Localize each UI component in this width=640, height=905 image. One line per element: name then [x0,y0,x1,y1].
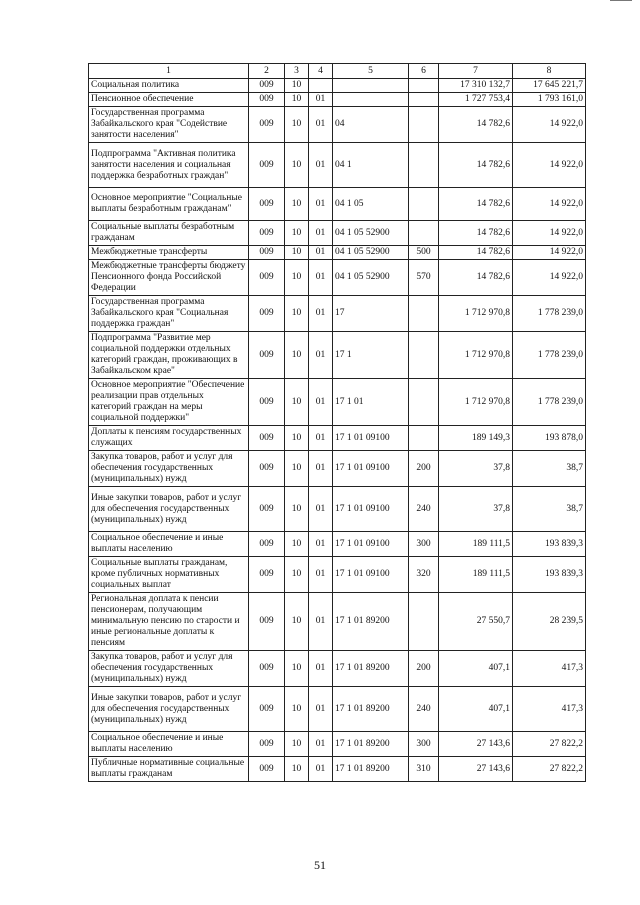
row-subsection-code: 01 [309,93,333,107]
row-name: Региональная доплата к пенсии пенсионерам, получающим минимальную пенсию по старости и иные региональные доплаты к пенсиям [89,593,249,651]
table-row [89,260,586,296]
table-row [89,332,586,379]
row-value-col7: 27 143,6 [439,757,513,782]
row-target-code: 17 [333,296,409,332]
row-section-code: 10 [285,246,309,260]
row-admin-code: 009 [249,246,285,260]
budget-table [88,63,586,782]
row-admin-code: 009 [249,188,285,221]
row-section-code: 10 [285,221,309,246]
row-expense-type [409,296,439,332]
row-section-code: 10 [285,451,309,487]
row-value-col7: 14 782,6 [439,246,513,260]
row-expense-type [409,332,439,379]
row-target-code: 17 1 01 [333,379,409,426]
row-subsection-code: 01 [309,757,333,782]
row-name: Иные закупки товаров, работ и услуг для обеспечения государственных (муниципальных) нужд [89,487,249,532]
row-name: Подпрограмма "Развитие мер социальной поддержки отдельных категорий граждан, проживающих в Забайкальском крае" [89,332,249,379]
row-value-col7: 407,1 [439,651,513,687]
row-expense-type: 240 [409,687,439,732]
row-subsection-code: 01 [309,188,333,221]
row-value-col7: 14 782,6 [439,143,513,188]
row-subsection-code: 01 [309,651,333,687]
row-admin-code: 009 [249,532,285,557]
row-target-code: 17 1 01 09100 [333,451,409,487]
row-name: Социальные выплаты безработным гражданам [89,221,249,246]
row-value-col8: 417,3 [513,651,586,687]
row-target-code: 17 1 [333,332,409,379]
row-name: Межбюджетные трансферты бюджету Пенсионного фонда Российской Федерации [89,260,249,296]
row-section-code: 10 [285,296,309,332]
row-value-col8: 14 922,0 [513,260,586,296]
row-value-col8: 14 922,0 [513,188,586,221]
row-value-col8: 193 878,0 [513,426,586,451]
row-expense-type [409,593,439,651]
row-subsection-code: 01 [309,221,333,246]
row-subsection-code [309,79,333,93]
row-value-col8: 27 822,2 [513,757,586,782]
row-section-code: 10 [285,687,309,732]
row-target-code: 17 1 01 89200 [333,757,409,782]
row-subsection-code: 01 [309,143,333,188]
table-row [89,451,586,487]
row-subsection-code: 01 [309,687,333,732]
row-subsection-code: 01 [309,732,333,757]
table-row [89,93,586,107]
row-value-col8: 17 645 221,7 [513,79,586,93]
row-target-code [333,93,409,107]
row-admin-code: 009 [249,757,285,782]
row-name: Публичные нормативные социальные выплаты гражданам [89,757,249,782]
row-admin-code: 009 [249,487,285,532]
row-name: Социальное обеспечение и иные выплаты населению [89,532,249,557]
row-target-code: 17 1 01 09100 [333,487,409,532]
row-subsection-code: 01 [309,296,333,332]
row-value-col7: 17 310 132,7 [439,79,513,93]
table-row [89,246,586,260]
row-value-col8: 193 839,3 [513,557,586,593]
table-row [89,79,586,93]
header-col-1: 1 [89,64,249,79]
table-row [89,687,586,732]
row-subsection-code: 01 [309,426,333,451]
row-value-col8: 14 922,0 [513,221,586,246]
row-value-col8: 193 839,3 [513,532,586,557]
row-value-col8: 417,3 [513,687,586,732]
row-target-code: 04 1 05 52900 [333,246,409,260]
row-subsection-code: 01 [309,332,333,379]
row-admin-code: 009 [249,651,285,687]
row-expense-type [409,107,439,143]
row-section-code: 10 [285,757,309,782]
row-value-col7: 1 712 970,8 [439,296,513,332]
row-value-col8: 14 922,0 [513,246,586,260]
row-section-code: 10 [285,379,309,426]
row-name: Закупка товаров, работ и услуг для обеспечения государственных (муниципальных) нужд [89,451,249,487]
table-row [89,532,586,557]
header-col-5: 5 [333,64,409,79]
row-expense-type: 240 [409,487,439,532]
row-name: Подпрограмма "Активная политика занятости населения и социальная поддержка безработных граждан" [89,143,249,188]
row-expense-type: 500 [409,246,439,260]
row-value-col7: 27 550,7 [439,593,513,651]
row-target-code: 17 1 01 09100 [333,557,409,593]
row-name: Социальные выплаты гражданам, кроме публичных нормативных социальных выплат [89,557,249,593]
row-admin-code: 009 [249,332,285,379]
row-name: Основное мероприятие "Обеспечение реализации прав отдельных категорий граждан на меры социальной поддержки" [89,379,249,426]
row-expense-type [409,143,439,188]
scan-corner-mark [610,0,632,5]
row-admin-code: 009 [249,143,285,188]
header-col-7: 7 [439,64,513,79]
row-value-col7: 14 782,6 [439,221,513,246]
header-col-4: 4 [309,64,333,79]
row-target-code: 17 1 01 09100 [333,532,409,557]
row-section-code: 10 [285,557,309,593]
row-subsection-code: 01 [309,260,333,296]
row-value-col7: 37,8 [439,487,513,532]
row-admin-code: 009 [249,79,285,93]
row-admin-code: 009 [249,557,285,593]
row-expense-type: 320 [409,557,439,593]
header-col-8: 8 [513,64,586,79]
row-admin-code: 009 [249,221,285,246]
table-row [89,557,586,593]
row-section-code: 10 [285,487,309,532]
row-value-col7: 189 111,5 [439,557,513,593]
row-value-col7: 189 111,5 [439,532,513,557]
row-target-code: 17 1 01 89200 [333,687,409,732]
row-section-code: 10 [285,260,309,296]
table-row [89,757,586,782]
row-value-col7: 27 143,6 [439,732,513,757]
row-admin-code: 009 [249,593,285,651]
row-subsection-code: 01 [309,487,333,532]
row-target-code: 04 1 05 52900 [333,221,409,246]
row-value-col8: 28 239,5 [513,593,586,651]
row-section-code: 10 [285,93,309,107]
row-expense-type: 200 [409,651,439,687]
row-section-code: 10 [285,332,309,379]
row-value-col7: 189 149,3 [439,426,513,451]
row-section-code: 10 [285,107,309,143]
row-value-col8: 1 778 239,0 [513,296,586,332]
row-name: Социальная политика [89,79,249,93]
row-value-col7: 1 712 970,8 [439,379,513,426]
row-value-col8: 38,7 [513,487,586,532]
row-admin-code: 009 [249,296,285,332]
row-value-col8: 1 793 161,0 [513,93,586,107]
header-row [89,64,586,79]
row-name: Основное мероприятие "Социальные выплаты безработным гражданам" [89,188,249,221]
row-target-code: 17 1 01 89200 [333,651,409,687]
table-row [89,107,586,143]
row-name: Пенсионное обеспечение [89,93,249,107]
row-value-col7: 407,1 [439,687,513,732]
row-value-col7: 1 712 970,8 [439,332,513,379]
row-admin-code: 009 [249,426,285,451]
row-name: Государственная программа Забайкальского края "Содействие занятости населения" [89,107,249,143]
table-row [89,593,586,651]
table-row [89,732,586,757]
row-admin-code: 009 [249,260,285,296]
row-expense-type [409,188,439,221]
row-section-code: 10 [285,426,309,451]
row-target-code: 17 1 01 89200 [333,732,409,757]
row-target-code: 04 1 05 52900 [333,260,409,296]
row-value-col7: 14 782,6 [439,107,513,143]
row-admin-code: 009 [249,379,285,426]
row-subsection-code: 01 [309,557,333,593]
page-number: 51 [314,858,326,872]
row-name: Межбюджетные трансферты [89,246,249,260]
row-expense-type: 570 [409,260,439,296]
table-row [89,143,586,188]
row-name: Государственная программа Забайкальского края "Социальная поддержка граждан" [89,296,249,332]
row-target-code: 17 1 01 09100 [333,426,409,451]
row-expense-type [409,79,439,93]
row-subsection-code: 01 [309,246,333,260]
table-row [89,296,586,332]
row-target-code: 04 [333,107,409,143]
row-name: Доплаты к пенсиям государственных служащих [89,426,249,451]
row-admin-code: 009 [249,687,285,732]
row-value-col7: 1 727 753,4 [439,93,513,107]
row-admin-code: 009 [249,93,285,107]
row-value-col8: 1 778 239,0 [513,332,586,379]
row-value-col8: 38,7 [513,451,586,487]
row-value-col8: 1 778 239,0 [513,379,586,426]
row-value-col7: 37,8 [439,451,513,487]
row-subsection-code: 01 [309,593,333,651]
row-name: Закупка товаров, работ и услуг для обеспечения государственных (муниципальных) нужд [89,651,249,687]
row-value-col7: 14 782,6 [439,260,513,296]
header-col-2: 2 [249,64,285,79]
row-target-code: 17 1 01 89200 [333,593,409,651]
row-admin-code: 009 [249,732,285,757]
table-row [89,487,586,532]
header-col-6: 6 [409,64,439,79]
row-name: Иные закупки товаров, работ и услуг для обеспечения государственных (муниципальных) нужд [89,687,249,732]
row-subsection-code: 01 [309,107,333,143]
row-admin-code: 009 [249,451,285,487]
row-expense-type [409,426,439,451]
table-row [89,651,586,687]
budget-table-container [88,63,585,782]
row-expense-type: 310 [409,757,439,782]
row-value-col8: 14 922,0 [513,143,586,188]
table-row [89,188,586,221]
row-target-code [333,79,409,93]
header-col-3: 3 [285,64,309,79]
table-body [89,79,586,782]
row-subsection-code: 01 [309,532,333,557]
row-expense-type: 300 [409,732,439,757]
row-expense-type [409,379,439,426]
row-name: Социальное обеспечение и иные выплаты населению [89,732,249,757]
row-subsection-code: 01 [309,451,333,487]
row-value-col8: 14 922,0 [513,107,586,143]
table-row [89,221,586,246]
row-section-code: 10 [285,532,309,557]
row-section-code: 10 [285,593,309,651]
row-expense-type [409,93,439,107]
row-section-code: 10 [285,651,309,687]
row-section-code: 10 [285,732,309,757]
row-section-code: 10 [285,188,309,221]
row-subsection-code: 01 [309,379,333,426]
row-expense-type: 200 [409,451,439,487]
table-row [89,426,586,451]
row-value-col7: 14 782,6 [439,188,513,221]
table-row [89,379,586,426]
row-value-col8: 27 822,2 [513,732,586,757]
row-expense-type [409,221,439,246]
row-target-code: 04 1 [333,143,409,188]
row-expense-type: 300 [409,532,439,557]
row-section-code: 10 [285,143,309,188]
row-target-code: 04 1 05 [333,188,409,221]
row-section-code: 10 [285,79,309,93]
row-admin-code: 009 [249,107,285,143]
